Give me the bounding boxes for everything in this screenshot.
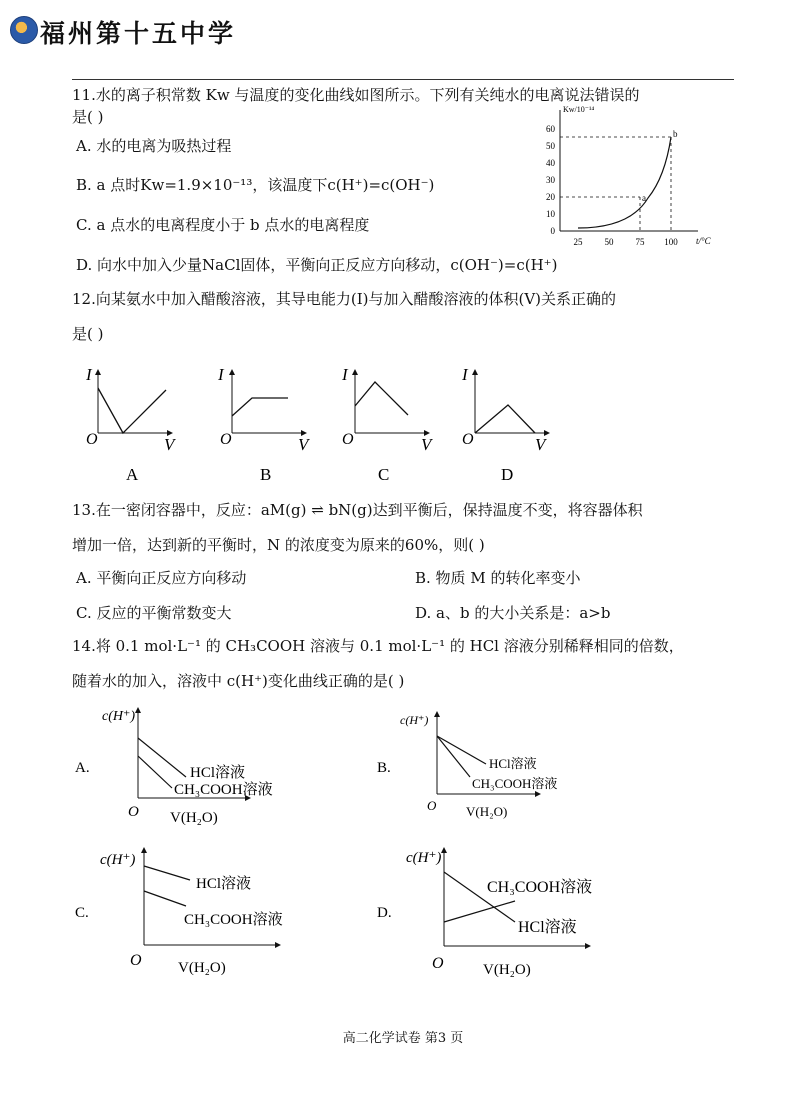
q14-a-y-label: c(H⁺) <box>102 709 136 724</box>
q12-b-x-label: V <box>298 435 309 454</box>
q12-c-origin: O <box>342 431 354 448</box>
q12-option-b-label: B <box>260 465 272 484</box>
q14-a-hcl-line <box>138 738 186 777</box>
q14-b-y-label: c(H⁺) <box>400 713 429 727</box>
q12-a-origin: O <box>86 431 98 448</box>
q11-kw-graph <box>530 102 730 252</box>
q11-x-tick-25: 25 <box>573 237 583 247</box>
q14-graph-b <box>377 712 557 819</box>
q14-c-x-label: V(H₂O) <box>178 960 226 976</box>
header-divider <box>72 79 734 80</box>
q11-stem-line2: 是( ) <box>72 108 104 126</box>
q14-c-origin: O <box>130 952 142 969</box>
q12-graphs <box>80 360 560 490</box>
q14-option-d-label: D. <box>377 905 392 921</box>
q14-a-x-label: V(H₂O) <box>170 810 218 826</box>
q14-c-hcl-line <box>144 866 190 880</box>
q12-a-x-label: V <box>164 435 175 454</box>
q14-option-c-label: C. <box>75 905 89 921</box>
q14-a-hcl-label: HCl溶液 <box>190 765 246 781</box>
q12-b-origin: O <box>220 431 232 448</box>
q13-option-b: B. 物质 M 的转化率变小 <box>415 569 581 587</box>
q11-y-tick-10: 10 <box>546 209 555 219</box>
q11-option-d: D. 向水中加入少量NaCl固体，平衡向正反应方向移动，c(OH⁻)=c(H⁺) <box>76 256 558 274</box>
q13-option-d: D. a、b 的大小关系是：a>b <box>415 604 611 622</box>
q12-d-x-label: V <box>535 435 546 454</box>
q13-option-a: A. 平衡向正反应方向移动 <box>76 569 247 587</box>
q11-y-tick-50: 50 <box>546 141 555 151</box>
q11-x-tick-50: 50 <box>604 237 614 247</box>
q11-y-tick-40: 40 <box>546 158 555 168</box>
school-logo-icon <box>10 16 38 44</box>
q13-stem-line2: 增加一倍，达到新的平衡时，N 的浓度变为原来的60%，则( ) <box>72 536 485 554</box>
q12-stem-line2: 是( ) <box>72 325 104 343</box>
q13-stem-line1: 13.在一密闭容器中，反应：aM(g) ⇌ bN(g)达到平衡后，保持温度不变，将容器体积 <box>72 501 643 519</box>
q14-d-ch3cooh-line <box>444 901 515 922</box>
q12-b-y-label: I <box>218 365 224 384</box>
q14-option-a-label: A. <box>75 760 90 776</box>
q14-b-origin: O <box>427 798 437 813</box>
q13-option-c: C. 反应的平衡常数变大 <box>76 604 232 622</box>
q11-y-tick-60: 60 <box>546 124 555 134</box>
q12-graph-d <box>461 365 549 484</box>
q11-option-a: A. 水的电离为吸热过程 <box>76 137 232 155</box>
q14-c-ch3cooh-line <box>144 891 186 906</box>
q14-d-hcl-label: HCl溶液 <box>518 919 577 936</box>
q14-stem-line2: 随着水的加入，溶液中 c(H⁺)变化曲线正确的是( ) <box>72 672 405 690</box>
q14-graph-a <box>75 708 273 826</box>
q14-b-x-label: V(H₂O) <box>466 804 508 819</box>
q12-line-a <box>98 388 166 433</box>
q12-line-d <box>475 405 535 433</box>
q12-graph-c <box>341 365 434 484</box>
q14-a-ch3cooh-label: CH₃COOH溶液 <box>174 782 273 798</box>
q14-a-origin: O <box>128 804 139 820</box>
q12-graph-a <box>85 365 177 484</box>
q12-graph-b <box>217 365 311 484</box>
q12-d-y-label: I <box>462 365 468 384</box>
q12-stem-line1: 12.向某氨水中加入醋酸溶液，其导电能力(I)与加入醋酸溶液的体积(V)关系正确的 <box>72 290 617 308</box>
q11-kw-curve <box>578 137 671 228</box>
q12-line-b <box>232 398 288 416</box>
q14-d-y-label: c(H⁺) <box>406 850 442 866</box>
q12-c-x-label: V <box>421 435 432 454</box>
q14-c-hcl-label: HCl溶液 <box>196 876 252 892</box>
q11-point-b: b <box>673 129 678 139</box>
q12-option-a-label: A <box>126 465 139 484</box>
q11-option-c: C. a 点水的电离程度小于 b 点水的电离程度 <box>76 216 370 234</box>
q14-graph-c <box>75 848 283 976</box>
q12-d-origin: O <box>462 431 474 448</box>
q11-y-tick-20: 20 <box>546 192 555 202</box>
q14-c-y-label: c(H⁺) <box>100 852 136 868</box>
q14-c-ch3cooh-label: CH₃COOH溶液 <box>184 912 283 928</box>
q11-option-b: B. a 点时Kw=1.9×10⁻¹³，该温度下c(H⁺)=c(OH⁻) <box>76 176 435 194</box>
q14-b-ch3cooh-label: CH₃COOH溶液 <box>472 776 558 791</box>
q12-a-y-label: I <box>86 365 92 384</box>
q12-option-c-label: C <box>378 465 390 484</box>
q12-line-c <box>355 382 408 415</box>
q12-option-d-label: D <box>501 465 514 484</box>
q11-point-a: a <box>642 193 646 203</box>
q14-d-origin: O <box>432 955 444 972</box>
q14-b-hcl-line <box>437 736 486 764</box>
q14-graphs <box>70 700 630 1000</box>
q14-graph-d <box>377 848 592 978</box>
q11-stem-line1: 11.水的离子积常数 Kw 与温度的变化曲线如图所示。下列有关纯水的电离说法错误的 <box>72 86 640 104</box>
q14-b-ch3cooh-line <box>437 736 470 777</box>
q11-x-tick-75: 75 <box>635 237 645 247</box>
q11-y-tick-0: 0 <box>550 226 555 236</box>
q11-x-tick-100: 100 <box>664 237 678 247</box>
q14-option-b-label: B. <box>377 760 391 776</box>
page-footer: 高二化学试卷 第3 页 <box>342 1031 464 1046</box>
q14-d-x-label: V(H₂O) <box>483 962 531 978</box>
q11-x-label: t/°C <box>696 236 711 246</box>
q12-c-y-label: I <box>342 365 348 384</box>
q14-b-hcl-label: HCl溶液 <box>489 756 537 771</box>
q11-y-label: Kw/10⁻¹⁴ <box>563 105 595 114</box>
q14-d-ch3cooh-label: CH₃COOH溶液 <box>487 879 593 896</box>
q14-stem-line1: 14.将 0.1 mol·L⁻¹ 的 CH₃COOH 溶液与 0.1 mol·L⁻¹ 的 HCl 溶液分别稀释相同的倍数， <box>72 637 684 655</box>
q11-y-tick-30: 30 <box>546 175 555 185</box>
school-name: 福州第十五中学 <box>40 19 237 48</box>
